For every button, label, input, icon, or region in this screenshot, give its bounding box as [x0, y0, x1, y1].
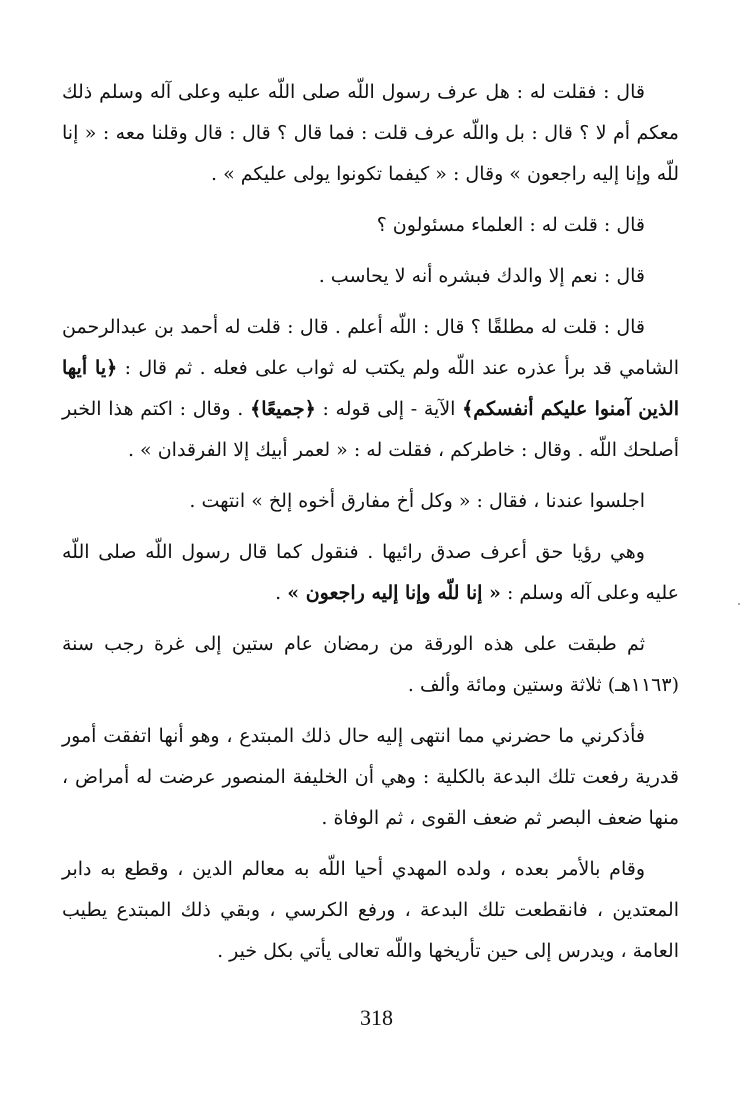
paragraph-2	[62, 205, 679, 246]
paragraph-9-text: وقام بالأمر بعده ، ولده المهدي أحيا اللّه به معالم الدين ، وقطع به دابر المعتدين ، فانقطعت تلك البدعة ، ورفع الكرسي ، وبقي ذلك المبتدع يطيب العامة ، ويدرس إلى حين تأريخها واللّه تعالى يأتي بكل خير .	[62, 858, 679, 962]
paragraph-3-text: قال : نعم إلا والدك فبشره أنه لا يحاسب .	[318, 265, 645, 287]
paragraph-8-text: فأذكرني ما حضرني مما انتهى إليه حال ذلك المبتدع ، وهو أنها اتفقت أمور قدرية رفعت تلك البدعة بالكلية : وهي أن الخليفة المنصور عرضت له أمراض ، منها ضعف البصر ثم ضعف القوى ، ثم الوفاة .	[62, 725, 679, 829]
scan-speck	[738, 603, 740, 605]
paragraph-4-text-c: . وقال : اكتم هذا الخبر أصلحك اللّه . وقال : خاطركم ، فقلت له : « لعمر أبيك إلا الفرقدان » .	[62, 398, 679, 461]
paragraph-4-text-a: قال : قلت له مطلقًا ؟ قال : اللّه أعلم . قال : قلت له أحمد بن عبدالرحمن الشامي قد برأ عذره عند اللّه ولم يكتب له ثواب على فعله . ثم قال :	[62, 316, 679, 379]
paragraph-6	[62, 532, 679, 614]
paragraph-4-text-b: الآية - إلى قوله :	[315, 398, 463, 420]
paragraph-7-text: ثم طبقت على هذه الورقة من رمضان عام ستين إلى غرة رجب سنة (١١٦٣هـ) ثلاثة وستين ومائة وألف .	[62, 633, 679, 696]
paragraph-2-text: قال : قلت له : العلماء مسئولون ؟	[376, 214, 645, 236]
paragraph-3	[62, 256, 679, 297]
paragraph-1	[62, 72, 679, 195]
paragraph-1-text: قال : فقلت له : هل عرف رسول اللّه صلى اللّه عليه وعلى آله وسلم ذلك معكم أم لا ؟ قال : بل واللّه عرف قلت : فما قال ؟ قال : قال وقلنا معه : « إنا للّه وإنا إليه راجعون » وقال : « كيفما تكونوا يولى عليكم » .	[62, 81, 679, 185]
paragraph-7	[62, 624, 679, 706]
paragraph-6-text-b: .	[275, 582, 288, 604]
quran-quote-1: ﴿يا أيها الذين آمنوا عليكم أنفسكم﴾	[62, 357, 679, 420]
paragraph-8	[62, 716, 679, 839]
page-body	[62, 72, 679, 982]
paragraph-4	[62, 307, 679, 471]
paragraph-5	[62, 481, 679, 522]
paragraph-6-text-a: وهي رؤيا حق أعرف صدق رائيها . فنقول كما قال رسول اللّه صلى اللّه عليه وعلى آله وسلم :	[62, 541, 679, 604]
quran-quote-3: « إنا للّه وإنا إليه راجعون »	[287, 582, 501, 604]
page-number: 318	[360, 1005, 393, 1030]
quran-quote-2: ﴿جميعًا﴾	[250, 398, 316, 420]
paragraph-9	[62, 849, 679, 972]
paragraph-5-text: اجلسوا عندنا ، فقال : « وكل أخ مفارق أخوه إلخ » انتهت .	[189, 490, 645, 512]
